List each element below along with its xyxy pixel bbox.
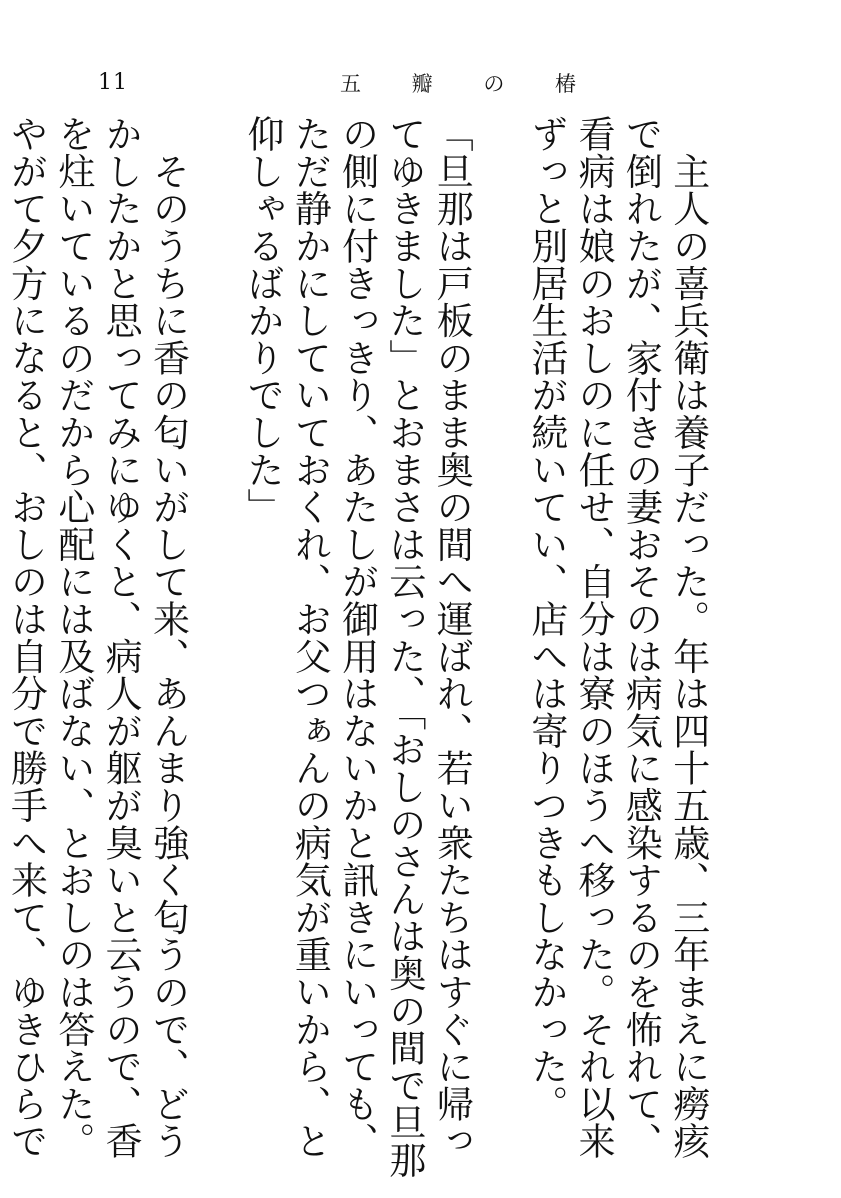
paragraph: 主人の喜兵衛は養子だった。年は四十五歳、三年まえに癆痎で倒れたが、家付きの妻おそのは病気に感染するのを怖れて、看病は娘のおしのに任せ、自分は寮のほうへ移った。それ以来ずっと別居生活が続いてい、店へは寄りつきもしなかった。 [524, 115, 710, 1160]
running-title: 五 瓣 の 椿 [340, 72, 599, 96]
paragraph: 「旦那は戸板のまま奥の間へ運ばれ、若い衆たちはすぐに帰ってゆきました」とおまさは云った、「おしのさんは奥の間で旦那の側に付きっきり、あたしが御用はないかと訊きにいっても、ただ静かにしていておくれ、お父つぁんの病気が重いから、と仰しゃるばかりでした」 [241, 115, 474, 1179]
vertical-body-text [4, 115, 759, 1180]
paragraph: そのうちに香の匂いがして来、あんまり強く匂うので、どうかしたかと思ってみにゆくと、病人が躯が臭いと云うので、香を炷いているのだから心配には及ばない、とおしのは答えた。やがて夕方になると、おしのは自分で勝手へ来て、ゆきひらで [4, 115, 190, 1160]
page-number: 11 [98, 70, 128, 95]
